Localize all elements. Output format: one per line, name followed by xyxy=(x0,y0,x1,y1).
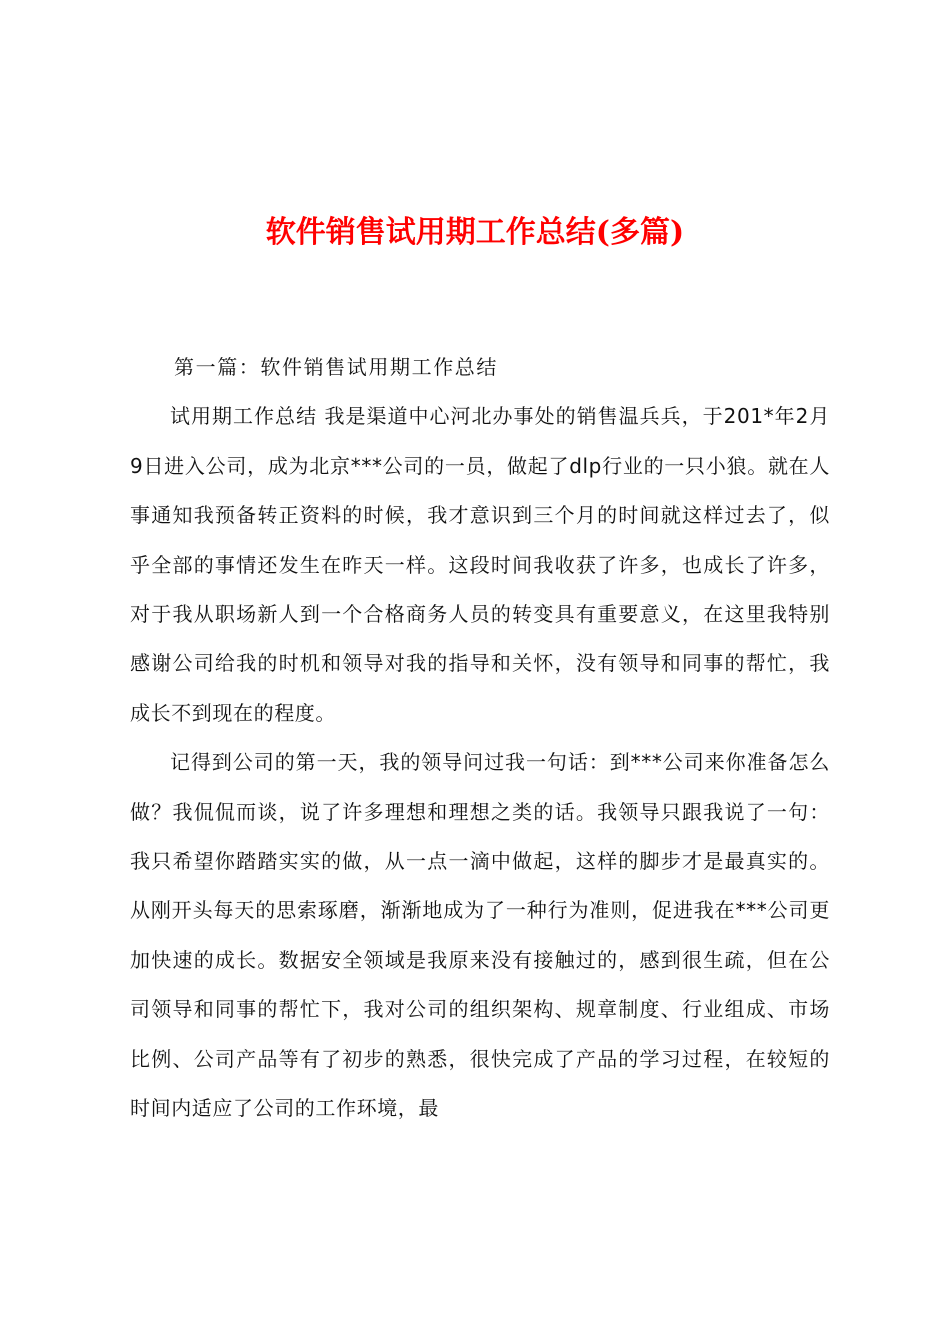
paragraph-2: 记得到公司的第一天，我的领导问过我一句话：到***公司来你准备怎么做？我侃侃而谈，说了许多理想和理想之类的话。我领导只跟我说了一句：我只希望你踏踏实实的做，从一点一滴中做起，这样的脚步才是最真实的。从刚开头每天的思索琢磨，渐渐地成为了一种行为准则，促进我在***公司更加快速的成长。数据安全领域是我原来没有接触过的，感到很生疏，但在公司领导和同事的帮忙下，我对公司的组织架构、规章制度、行业组成、市场比例、公司产品等有了初步的熟悉，很快完成了产品的学习过程，在较短的时间内适应了公司的工作环境，最 xyxy=(130,750,830,1121)
section-heading: 第一篇：软件销售试用期工作总结 xyxy=(174,355,498,379)
document-title: 软件销售试用期工作总结(多篇) xyxy=(265,215,685,250)
paragraph-1: 试用期工作总结 我是渠道中心河北办事处的销售温兵兵，于201*年2月9日进入公司，成为北京***公司的一员，做起了dlp行业的一只小狼。就在人事通知我预备转正资料的时候，我才意识到三个月的时间就这样过去了，似乎全部的事情还发生在昨天一样。这段时间我收获了许多，也成长了许多，对于我从职场新人到一个合格商务人员的转变具有重要意义，在这里我特别感谢公司给我的时机和领导对我的指导和关怀，没有领导和同事的帮忙，我成长不到现在的程度。 xyxy=(130,404,830,725)
document-body xyxy=(130,343,830,1134)
